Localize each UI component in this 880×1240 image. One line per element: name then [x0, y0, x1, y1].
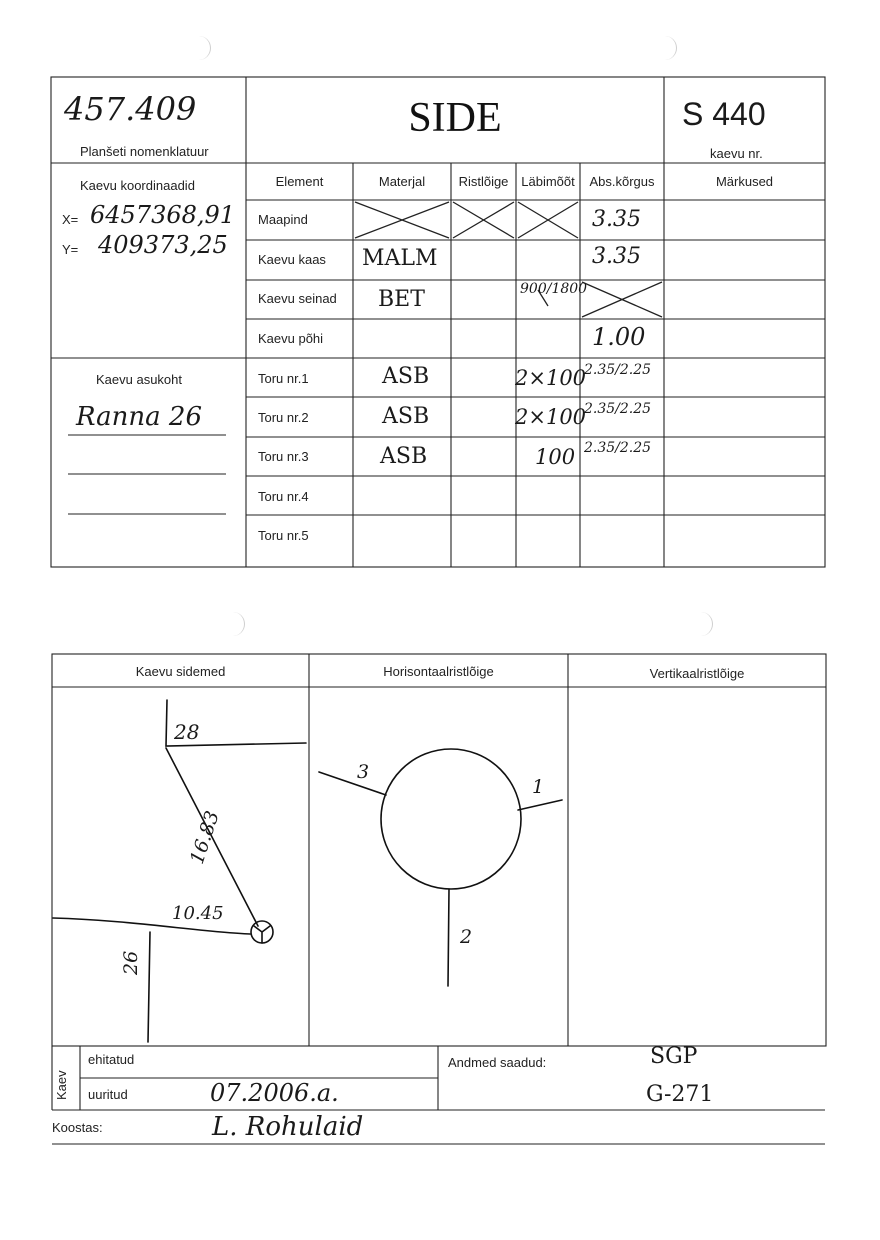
- form-title: SIDE: [408, 95, 502, 141]
- x-prefix: X=: [62, 212, 79, 227]
- tie-distance-1045: 10.45: [172, 903, 224, 924]
- row-elevation: 1.00: [592, 323, 646, 351]
- pipe-label-3: 3: [357, 761, 370, 783]
- x-coordinate: 6457368,91: [90, 201, 236, 229]
- row-element-label: Kaevu kaas: [258, 252, 326, 267]
- surveyed-label: uuritud: [88, 1087, 128, 1102]
- author-label: Koostas:: [52, 1120, 103, 1135]
- sketch-col-ties: Kaevu sidemed: [135, 664, 226, 679]
- row-element-label: Toru nr.5: [258, 528, 309, 543]
- location-value: Ranna 26: [76, 402, 203, 432]
- row-elevation: 2.35/2.25: [584, 362, 652, 378]
- pipe-label-2: 2: [460, 926, 473, 948]
- col-elevation: Abs.kõrgus: [589, 174, 655, 189]
- row-elevation: 2.35/2.25: [584, 440, 652, 456]
- row-diameter: 2×100: [515, 405, 587, 429]
- col-element: Element: [275, 174, 324, 189]
- row-element-label: Toru nr.4: [258, 489, 309, 504]
- row-diameter: 900/1800: [520, 281, 588, 297]
- well-label: kaevu nr.: [710, 146, 763, 161]
- y-prefix: Y=: [62, 242, 79, 257]
- street-number-26: 26: [120, 950, 142, 975]
- col-material: Materjal: [378, 174, 426, 189]
- row-element-label: Kaevu seinad: [258, 291, 337, 306]
- surveyed-value: 07.2006.a.: [210, 1079, 339, 1107]
- row-element-label: Maapind: [258, 212, 308, 227]
- row-material: ASB: [382, 404, 430, 429]
- row-element-label: Kaevu põhi: [258, 331, 324, 346]
- well-number: S 440: [682, 96, 766, 132]
- sheet-number: 457.409: [64, 90, 197, 128]
- data-source-value: SGP: [650, 1044, 698, 1069]
- sheet-label: Planšeti nomenklatuur: [80, 144, 209, 159]
- row-element-label: Toru nr.3: [258, 449, 309, 464]
- row-elevation: 3.35: [592, 207, 641, 232]
- pipe-label-1: 1: [532, 776, 545, 798]
- sketch-col-vertical: Vertikaalristlõige: [649, 666, 745, 681]
- col-diameter: Läbimõõt: [521, 174, 575, 189]
- col-remarks: Märkused: [715, 174, 774, 189]
- data-source-code: G-271: [646, 1082, 714, 1107]
- data-source-label: Andmed saadud:: [448, 1055, 547, 1070]
- row-material: ASB: [382, 364, 430, 389]
- tie-distance-1683: 16.83: [186, 808, 224, 867]
- row-element-label: Toru nr.1: [258, 371, 309, 386]
- sketch-col-horizontal: Horisontaalristlõige: [383, 664, 494, 679]
- author-signature: L. Rohulaid: [212, 1112, 364, 1142]
- tie-distance-28: 28: [174, 720, 200, 744]
- row-diameter: 2×100: [515, 366, 587, 390]
- row-elevation: 3.35: [592, 244, 641, 269]
- col-cross-section: Ristlõige: [458, 174, 509, 189]
- coordinates-label: Kaevu koordinaadid: [80, 178, 195, 193]
- footer-side-label: Kaev: [54, 1070, 69, 1100]
- row-diameter: 100: [535, 445, 576, 469]
- row-material: ASB: [380, 444, 428, 469]
- row-elevation: 2.35/2.25: [584, 401, 652, 417]
- row-element-label: Toru nr.2: [258, 410, 309, 425]
- row-material: MALM: [362, 246, 438, 271]
- y-coordinate: 409373,25: [98, 231, 228, 259]
- row-material: BET: [378, 287, 425, 312]
- built-label: ehitatud: [88, 1052, 135, 1067]
- location-label: Kaevu asukoht: [96, 372, 183, 387]
